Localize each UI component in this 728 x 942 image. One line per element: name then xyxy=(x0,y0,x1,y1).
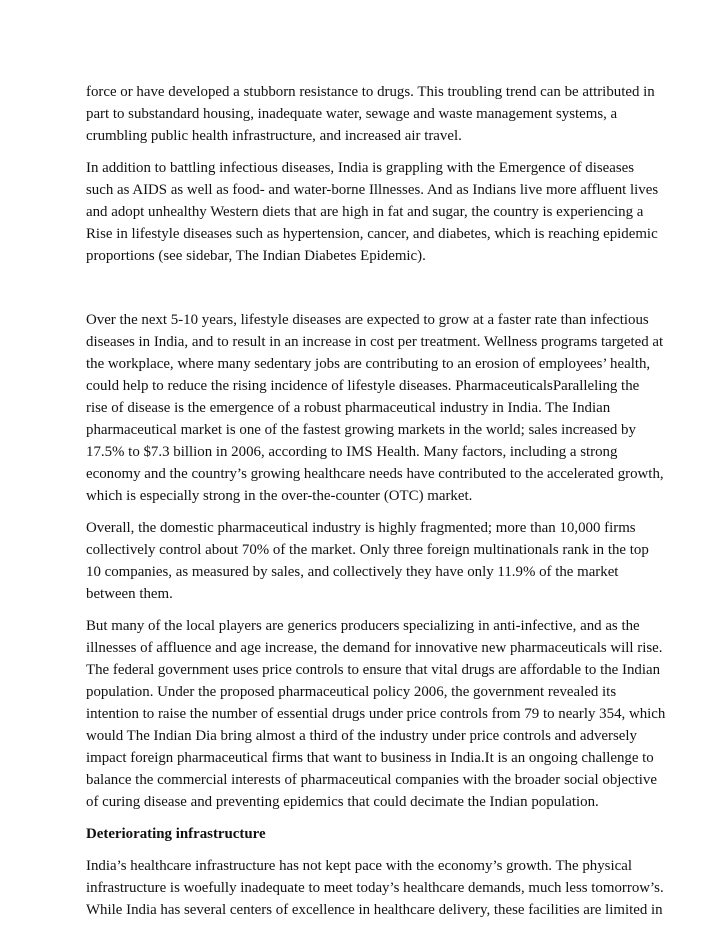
section-heading: Deteriorating infrastructure xyxy=(86,826,266,842)
text-line: 17.5% to $7.3 billion in 2006, according to IMS Health. Many factors, including a strong xyxy=(86,444,618,460)
text-line: In addition to battling infectious diseases, India is grappling with the Emergence of diseases xyxy=(86,160,635,176)
text-line: Rise in lifestyle diseases such as hypertension, cancer, and diabetes, which is reaching epidemic xyxy=(86,226,658,242)
paragraph-spacer xyxy=(86,299,646,309)
paragraph-3 xyxy=(86,309,664,507)
text-line: could help to reduce the rising incidence of lifestyle diseases. PharmaceuticalsParalleling the xyxy=(86,378,640,394)
paragraph-spacer xyxy=(86,813,646,823)
paragraph-spacer xyxy=(86,147,646,157)
text-line: infrastructure is woefully inadequate to meet today’s healthcare demands, much less tomorrow’s. xyxy=(86,880,664,896)
text-line: 10 companies, as measured by sales, and collectively they have only 11.9% of the market xyxy=(86,564,619,580)
text-line: population. Under the proposed pharmaceutical policy 2006, the government revealed its xyxy=(86,684,617,700)
document-page xyxy=(86,81,666,921)
text-line: proportions (see sidebar, The Indian Diabetes Epidemic). xyxy=(86,248,426,264)
paragraph-spacer xyxy=(86,605,646,615)
text-line: India’s healthcare infrastructure has not kept pace with the economy’s growth. The physical xyxy=(86,858,632,874)
text-line: crumbling public health infrastructure, and increased air travel. xyxy=(86,128,462,144)
text-line: The federal government uses price controls to ensure that vital drugs are affordable to the Indian xyxy=(86,662,661,678)
text-line: part to substandard housing, inadequate water, sewage and waste management systems, a xyxy=(86,106,618,122)
text-line: and adopt unhealthy Western diets that are high in fat and sugar, the country is experiencing a xyxy=(86,204,644,220)
text-line: which is especially strong in the over-the-counter (OTC) market. xyxy=(86,488,473,504)
text-line: between them. xyxy=(86,586,173,602)
text-line: illnesses of affluence and age increase, the demand for innovative new pharmaceuticals will rise. xyxy=(86,640,663,656)
text-line: would The Indian Dia bring almost a third of the industry under price controls and adversely xyxy=(86,728,637,744)
paragraph-4 xyxy=(86,517,649,605)
paragraph-2 xyxy=(86,157,659,267)
text-line: balance the commercial interests of pharmaceutical companies with the broader social objective xyxy=(86,772,657,788)
text-line: diseases in India, and to result in an increase in cost per treatment. Wellness programs targeted at xyxy=(86,334,664,350)
text-line: intention to raise the number of essential drugs under price controls from 79 to nearly 354, which xyxy=(86,706,666,722)
text-line: economy and the country’s growing healthcare needs have contributed to the accelerated growth, xyxy=(86,466,664,482)
paragraph-spacer xyxy=(86,507,646,517)
paragraph-spacer xyxy=(86,845,646,855)
text-line: force or have developed a stubborn resistance to drugs. This troubling trend can be attributed in xyxy=(86,84,655,100)
text-line: While India has several centers of excellence in healthcare delivery, these facilities are limited in xyxy=(86,902,663,918)
text-line: But many of the local players are generics producers specializing in anti-infective, and as the xyxy=(86,618,640,634)
text-line: the workplace, where many sedentary jobs are contributing to an erosion of employees’ health, xyxy=(86,356,651,372)
text-line: impact foreign pharmaceutical firms that want to business in India.It is an ongoing challenge to xyxy=(86,750,654,766)
text-line: collectively control about 70% of the market. Only three foreign multinationals rank in the top xyxy=(86,542,649,558)
text-line: such as AIDS as well as food- and water-borne Illnesses. And as Indians live more affluent lives xyxy=(86,182,659,198)
paragraph-spacer xyxy=(86,267,646,299)
paragraph-1 xyxy=(86,81,655,147)
text-line: Over the next 5-10 years, lifestyle diseases are expected to grow at a faster rate than infectious xyxy=(86,312,649,328)
text-line: rise of disease is the emergence of a robust pharmaceutical industry in India. The Indian xyxy=(86,400,611,416)
text-line: pharmaceutical market is one of the fastest growing markets in the world; sales increased by xyxy=(86,422,636,438)
paragraph-6 xyxy=(86,855,664,921)
paragraph-5 xyxy=(86,615,666,813)
text-line: of curing disease and preventing epidemics that could decimate the Indian population. xyxy=(86,794,599,810)
text-line: Overall, the domestic pharmaceutical industry is highly fragmented; more than 10,000 firms xyxy=(86,520,636,536)
